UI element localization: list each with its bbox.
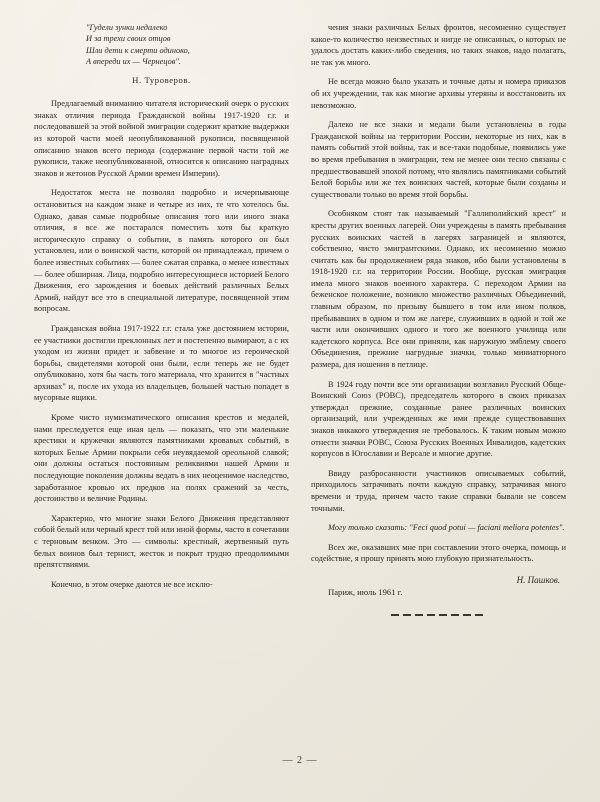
- author-signature: Н. Пашков.: [516, 574, 560, 585]
- epigraph-line: А впереди их — Чернецов".: [86, 57, 181, 67]
- epigraph-line: И за трехи своих отцов: [86, 34, 171, 44]
- paragraph: чения знаки различных Белых фронтов, несомненно существует какое-то количество неизвестных и нигде не описанных, о которых не удалось достать каких-либо сведения, но таких знаков, надо полагать, не так уж много.: [311, 23, 566, 67]
- dashed-rule: [391, 614, 487, 616]
- ornament-rule-wrap: [311, 614, 566, 616]
- paragraph: Гражданская война 1917-1922 г.г. стала уже достоянием истории, ее участники достигли преклонных лет и постепенно вымирают, а с их уходом из жизни придет и забвение и то многое из героической борьбы, свидетелями которой они были, если теперь же не будет опубликовано, хотя бы часть того материала, что хранится в "частных архивах" и, после их ухода из владельцев, большей частью попадет в мусорные ящики.: [34, 323, 289, 403]
- place-and-date: Париж, июль 1961 г.: [328, 586, 403, 597]
- two-column-body: [34, 22, 566, 712]
- epigraph-line: "Гудели зунки недалеко: [86, 23, 168, 32]
- left-column: [34, 22, 289, 712]
- paragraph: Предлагаемый вниманию читателя исторический очерк о русских знаках отличия периода Гражданской войны 1917-1920 г.г. и последовавшей за этой войной эмиграции содержит краткие выдержки из которой части моей неопубликованной рукописи, посвященной описанию знаков всего периода (содержание первой части той же рукописи, также неопубликованной, относится к описанию наградных знаков и жетонов Русской Армии времен Империи).: [34, 99, 289, 178]
- epigraph-author: Н. Туроверов.: [132, 74, 191, 85]
- paragraph: Характерно, что многие знаки Белого Движения представляют собой белый или черный крест той или иной формы, часто в сочетании с терновым венком. Это — символы: крестный, жертвенный путь белых воинов был тернист, жесток и покрыт трудно преодолимыми препятствиями.: [34, 513, 290, 570]
- paragraph: Всех же, оказавших мне при составлении этого очерка, помощь и содействие, я прошу принять мою глубокую признательность.: [311, 542, 566, 564]
- paragraph: В 1924 году почти все эти организации возглавил Русский Обще-Воинский Союз (РОВС), председатель которого в своих приказах утверждал прежние, созданные ранее различных воинских организаций, или учрежденных же ими прежде существовавших знаков никакого утверждения не требовалось. К таким новым можно отнести значки РОВС, Союза Русских Военных Инвалидов, кадетских корпусов в Югославии и Версале и многие другие.: [311, 379, 566, 459]
- paragraph-latin-quote: Могу только сказать: "Feci quod potui — faciani meliora potentes".: [328, 523, 565, 533]
- paragraph: Недостаток места не позволял подробно и исчерпывающе остановиться на каждом знаке и четыре из них, те что хотелось бы. Однако, давая самые подробные описания того или иного знака отличия, я все же постарался поместить хотя бы краткую историческую справку о событии, в память которого он был установлен, или о воинской части, которой он принадлежал, причем о более известных событиях — более сжатая справка, о менее известных — более обширная. Лица, подробно интересующиеся историей Белого Движения, его зарождения и боевых действий различных Белых Армий, найдут все это в специальной литературе, посвященной этим вопросам.: [34, 188, 289, 314]
- paragraph: Далеко не все знаки и медали были установлены в годы Гражданской войны на территории России, некоторые из них, как в память событий этой войны, так и все-таки подобные, появились уже во время пребывания в эмиграции, тем не менее они тесно связаны с предшествовавшей эпохой потому, что являлись памятниками событий Белой борьбы или же тех воинских частей, которые были созданы и существовали только во время этой борьбы.: [311, 120, 566, 199]
- paragraph: Ввиду разбросанности участников описываемых событий, приходилось затрачивать почти каждую справку, затрачивая много времени и труда, причем часто такие справки бывали не совсем точными.: [311, 468, 566, 513]
- paragraph: Не всегда можно было указать и точные даты и номера приказов об их учреждении, так как многие архивы утеряны и восстановить их невозможно.: [311, 77, 566, 110]
- epigraph: [34, 22, 289, 68]
- paragraph: Кроме чисто нумизматического описания крестов и медалей, нами преследуется еще иная цель — показать, что эти маленькие крестики и кружечки являются памятниками кровавых событий, в которых Белые Армии покрыли себя неувядаемой ореольной славой; они должны остаться постоянным реликвиями нашей Армии и последующие поколения должны ведать в них неоценимое наследство, заработанное кровью их предков на полях сражений за честь, достоинство и величие Родины.: [34, 413, 289, 504]
- paragraph: Конечно, в этом очерке даются не все исклю-: [51, 579, 213, 589]
- paragraph: Особняком стоят так называемый "Галлиполийский крест" и кресты других военных лагерей. Они учреждены в память пребывания русских воинских частей в лагерях заграницей и являются, собственно, чисто эмигрантскими. Однако, их несомненно можно считать как бы продолжением ряда знаков, ибо были установлены в 1918-1920 г.г. на территории России. Вообще, русская эмиграция имела много знаков военного характера. С переходом Армии на беженское положение, возникло множество различных Объединений, главным образом, по призыву бывшего в том или ином полков, пребывавших в одном и том же лагере, служивших в одной и той же части или окончивших одного и того же военного училища или кадетского корпуса. Все они приняли, как наружную эмблему своего Объединения, прежние нагрудные значки, только миниатюрного размера, для ношения в петлице.: [311, 209, 566, 370]
- epigraph-line: Шли дети к смерти одиноко,: [86, 45, 190, 55]
- page-number: — 2 —: [282, 755, 318, 766]
- right-column: [311, 22, 566, 712]
